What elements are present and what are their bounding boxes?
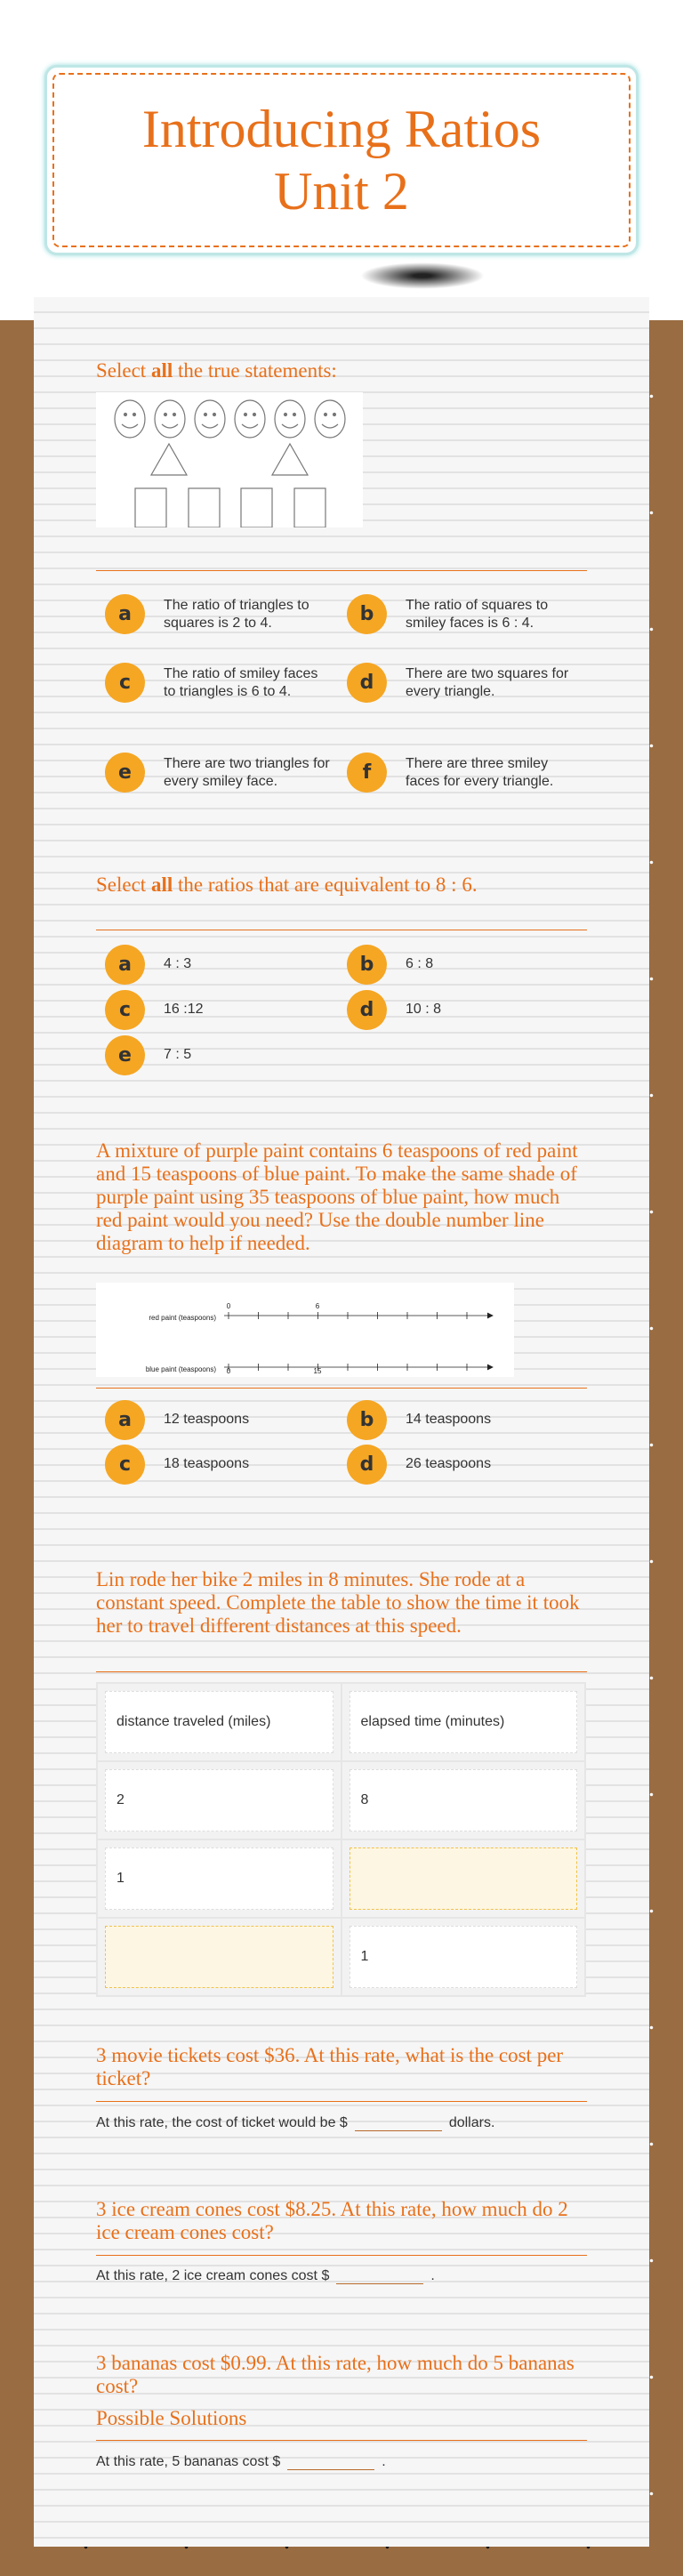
- answer-prefix: At this rate, 2 ice cream cones cost $: [96, 2268, 330, 2283]
- answer-suffix: dollars.: [448, 2115, 495, 2130]
- question-5-title: 3 movie tickets cost $36. At this rate, what is the cost per ticket?: [96, 2044, 564, 2089]
- q-text: the true statements:: [173, 359, 337, 382]
- option-text: 12 teaspoons: [164, 1412, 250, 1427]
- option-c[interactable]: [105, 1445, 345, 1485]
- option-text: The ratio of squares to smiley faces is 6 : 4.: [406, 598, 549, 631]
- option-c[interactable]: [105, 663, 345, 703]
- option-text: 4 : 3: [164, 956, 192, 971]
- table-header-cell: elapsed time (minutes): [350, 1691, 578, 1753]
- q-bold: all: [150, 359, 173, 382]
- option-c[interactable]: [105, 990, 345, 1030]
- divider: [96, 1671, 587, 1672]
- answer-line: [96, 2452, 386, 2470]
- table-answer-input[interactable]: [105, 1926, 333, 1988]
- title-card: [44, 65, 639, 255]
- answer-suffix: .: [430, 2268, 435, 2283]
- option-letter: c: [105, 990, 145, 1030]
- divider: [96, 2440, 587, 2441]
- table-row: [97, 1918, 585, 1996]
- option-letter: c: [105, 663, 145, 703]
- option-letter: e: [105, 1035, 145, 1075]
- answer-input[interactable]: [355, 2113, 442, 2131]
- divider: [96, 2101, 587, 2102]
- answer-line: [96, 2113, 494, 2131]
- double-number-line-diagram: [96, 1283, 514, 1377]
- table-cell: 2: [105, 1769, 333, 1831]
- option-d[interactable]: [347, 663, 587, 703]
- option-text: 18 teaspoons: [164, 1456, 250, 1471]
- option-a[interactable]: [105, 945, 345, 985]
- option-e[interactable]: [105, 1035, 345, 1075]
- table-cell: 8: [350, 1769, 578, 1831]
- pin-shadow: [360, 262, 485, 289]
- option-f[interactable]: [347, 753, 587, 793]
- table-cell: 1: [350, 1926, 578, 1988]
- question-3-title: A mixture of purple paint contains 6 teaspoons of red paint and 15 teaspoons of blue paint. To make the same shade of purple paint using 35 teaspoons of blue paint, how much red paint would you need? Use the double number line diagram to help if needed.: [96, 1139, 578, 1254]
- option-letter: a: [105, 1400, 145, 1440]
- table-header-cell: distance traveled (miles): [105, 1691, 333, 1753]
- divider: [96, 2255, 587, 2256]
- smiley-triangle-square-icon: [96, 392, 363, 527]
- divider: [96, 1388, 587, 1389]
- blue-tick-label: 15: [313, 1367, 322, 1375]
- option-b[interactable]: [347, 1400, 587, 1440]
- page-subtitle: Unit 2: [274, 162, 409, 221]
- option-letter: d: [347, 990, 387, 1030]
- option-text: The ratio of triangles to squares is 2 to 4.: [164, 598, 309, 631]
- question-2-title: [96, 873, 587, 897]
- answer-line: [96, 2266, 435, 2284]
- option-letter: b: [347, 594, 387, 634]
- q-text: Select: [96, 359, 151, 382]
- table-answer-input[interactable]: [350, 1847, 578, 1910]
- answer-suffix: .: [382, 2454, 386, 2469]
- table-cell: 1: [105, 1847, 333, 1910]
- option-letter: a: [105, 594, 145, 634]
- option-letter: b: [347, 1400, 387, 1440]
- option-text: There are two triangles for every smiley face.: [164, 756, 330, 789]
- option-letter: b: [347, 945, 387, 985]
- page-title: Introducing Ratios: [141, 100, 542, 158]
- option-text: There are three smiley faces for every triangle.: [406, 756, 554, 789]
- blue-line-label: blue paint (teaspoons): [145, 1365, 216, 1373]
- option-e[interactable]: [105, 753, 345, 793]
- option-d[interactable]: [347, 1445, 587, 1485]
- answer-input[interactable]: [287, 2452, 374, 2470]
- option-text: 14 teaspoons: [406, 1412, 492, 1427]
- option-text: 16 :12: [164, 1002, 204, 1017]
- option-letter: c: [105, 1445, 145, 1485]
- option-b[interactable]: [347, 945, 587, 985]
- option-letter: a: [105, 945, 145, 985]
- table-row: [97, 1839, 585, 1918]
- answer-input[interactable]: [336, 2266, 423, 2284]
- red-tick-label: 0: [226, 1302, 231, 1310]
- red-line-label: red paint (teaspoons): [149, 1314, 216, 1322]
- answer-prefix: At this rate, 5 bananas cost $: [96, 2454, 281, 2469]
- option-d[interactable]: [347, 990, 587, 1030]
- blue-tick-label: 0: [226, 1367, 231, 1375]
- option-text: 7 : 5: [164, 1047, 192, 1062]
- question-1-title: [96, 359, 587, 382]
- shapes-image: [96, 392, 363, 527]
- number-line-icon: [96, 1283, 514, 1377]
- question-4-title: Lin rode her bike 2 miles in 8 minutes. She rode at a constant speed. Complete the table to show the time it took her to travel different distances at this speed.: [96, 1568, 580, 1637]
- option-text: There are two squares for every triangle.: [406, 666, 569, 699]
- q-text: Select: [96, 873, 151, 896]
- option-a[interactable]: [105, 1400, 345, 1440]
- question-7-title: 3 bananas cost $0.99. At this rate, how much do 5 bananas cost?: [96, 2352, 575, 2397]
- red-tick-label: 6: [315, 1302, 320, 1310]
- option-text: 10 : 8: [406, 1002, 442, 1017]
- option-text: The ratio of smiley faces to triangles is 6 to 4.: [164, 666, 318, 699]
- ratio-table: [96, 1682, 586, 1997]
- option-letter: f: [347, 753, 387, 793]
- option-a[interactable]: [105, 594, 345, 634]
- option-text: 26 teaspoons: [406, 1456, 492, 1471]
- option-b[interactable]: [347, 594, 587, 634]
- possible-solutions-link[interactable]: Possible Solutions: [96, 2407, 247, 2429]
- table-row: [97, 1683, 585, 1761]
- question-6-title: 3 ice cream cones cost $8.25. At this rate, how much do 2 ice cream cones cost?: [96, 2198, 568, 2243]
- answer-prefix: At this rate, the cost of ticket would be $: [96, 2115, 348, 2130]
- option-text: 6 : 8: [406, 956, 434, 971]
- table-row: [97, 1761, 585, 1839]
- q-bold: all: [150, 873, 173, 896]
- q-text: the ratios that are equivalent to 8 : 6.: [173, 873, 478, 896]
- option-letter: d: [347, 663, 387, 703]
- divider: [96, 570, 587, 571]
- option-letter: d: [347, 1445, 387, 1485]
- option-letter: e: [105, 753, 145, 793]
